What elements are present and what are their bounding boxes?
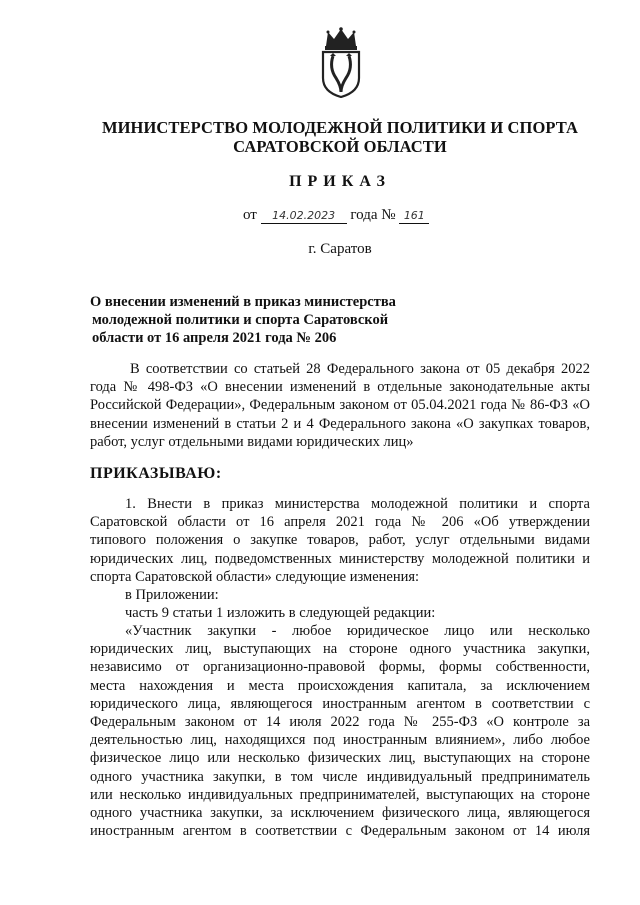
document-type: ПРИКАЗ (289, 173, 391, 190)
quote-line: иностранным агентом в соответствии с Федеральным законом от 14 июля (90, 823, 590, 840)
preamble-line: года № 498-ФЗ «О внесении изменений в отдельные законодательные акты (90, 379, 590, 396)
subject-line: области от 16 апреля 2021 года № 206 (92, 330, 337, 346)
quote-line: или несколько индивидуальных предпринимателей, выступающих на стороне (90, 786, 590, 803)
quote-line: физическое лицо или несколько физических лиц, выступающих на стороне (90, 750, 590, 767)
ministry-name (80, 118, 600, 156)
order-date-line (243, 207, 429, 224)
item-line: юридических лиц, подведомственных министерству молодежной политики и (90, 550, 590, 567)
quote-line: одного участника закупки, за исключением физического лица, являющегося (90, 805, 590, 822)
decree-heading: ПРИКАЗЫВАЮ: (90, 465, 222, 482)
subject-line: О внесении изменений в приказ министерства (90, 294, 396, 310)
order-subject (90, 293, 410, 347)
quoted-definition (90, 622, 590, 840)
quote-line: места нахождения и места происхождения капитала, за исключением (90, 677, 590, 694)
preamble-line: Российской Федерации», Федеральным законом от 05.04.2021 года № 86-ФЗ «О (90, 397, 590, 414)
item-line: типового положения о закупке товаров, работ, услуг отдельными видами (90, 532, 590, 549)
quote-line: юридического лица, являющегося иностранным агентом в соответствии с (90, 695, 590, 712)
ministry-line-2: САРАТОВСКОЙ ОБЛАСТИ (233, 137, 447, 156)
preamble-line: работ, услуг отдельными видами юридических лиц» (90, 433, 414, 450)
date-prefix: от (243, 207, 257, 223)
ministry-line-1: МИНИСТЕРСТВО МОЛОДЕЖНОЙ ПОЛИТИКИ И СПОРТА (101, 118, 579, 137)
preamble-line: В соответствии со статьей 28 Федерального закона от 05 декабря 2022 (130, 361, 590, 377)
item-line: 1. Внести в приказ министерства молодежной политики и спорта (125, 496, 590, 512)
part-9-instruction: часть 9 статьи 1 изложить в следующей редакции: (125, 605, 436, 622)
item-line: Саратовской области от 16 апреля 2021 года № 206 «Об утверждении (90, 514, 590, 531)
preamble (90, 360, 590, 451)
order-date: 14.02.2023 (261, 209, 347, 224)
item-line: спорта Саратовской области» следующие изменения: (90, 568, 420, 585)
quote-line: независимо от организационно-правовой формы, формы собственности, (90, 659, 590, 676)
quote-line: «Участник закупки - любое юридическое лицо или несколько (125, 623, 590, 639)
year-number-label: года № (350, 207, 396, 223)
saratov-coat-of-arms-icon (316, 26, 366, 98)
order-number: 161 (399, 209, 429, 224)
subject-line: молодежной политики и спорта Саратовской (92, 312, 389, 328)
preamble-line: внесении изменений в статьи 2 и 4 Федерального закона «О закупках товаров, (90, 415, 590, 432)
city: г. Саратов (308, 241, 372, 257)
item-1 (90, 495, 590, 622)
quote-line: юридических лиц, выступающих на стороне одного участника закупки, (90, 641, 590, 658)
quote-line: Федеральным законом от 14 июля 2022 года № 255-ФЗ «О контроле за (90, 714, 590, 731)
quote-line: деятельностью лиц, находящихся под иностранным влиянием», либо любое (90, 732, 590, 749)
quote-line: одного участника закупки, в том числе индивидуальный предприниматель (90, 768, 590, 785)
in-appendix: в Приложении: (125, 587, 219, 604)
